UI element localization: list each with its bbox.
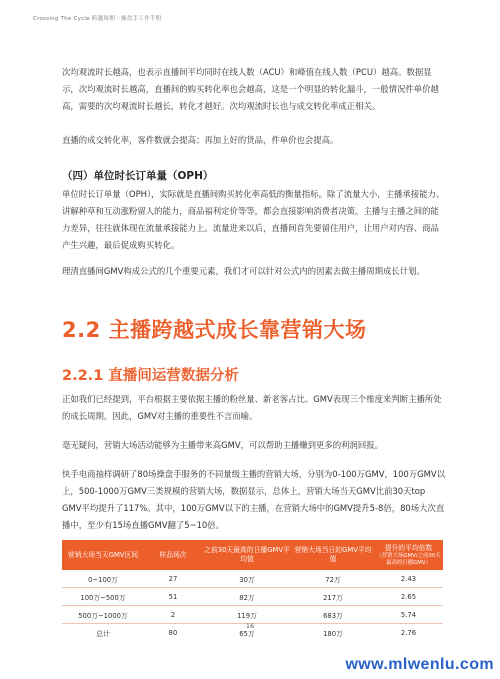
table-cell: 180万	[323, 629, 343, 638]
table-cell: 72万	[292, 570, 374, 588]
table-cell: 65万	[239, 629, 255, 638]
paragraph-acu-pcu: 次均观流时长越高，也表示直播间平均同时在线人数（ACU）和峰值在线人数（PCU）越高。数据显示，次均观流时长越高，直播间的购买转化率也会越高，这是一个明显的转化漏斗，一般情况件单价越高，需要的次均观流时长越长，转化才越好。次均观流时长也与成交转化率成正相关。	[62, 67, 439, 111]
table-header-cell	[374, 540, 443, 570]
page-number: 16	[245, 622, 255, 630]
table-cell: 683万	[292, 606, 374, 624]
table-cell: 80	[168, 628, 178, 637]
table-cell: 2.43	[374, 570, 443, 588]
table-header-row	[62, 540, 443, 570]
chapter-heading: 2.2 主播跨越式成长靠营销大场	[62, 318, 367, 342]
table-cell: 30万	[202, 570, 292, 588]
table-header-cell: 样品场次	[144, 540, 202, 570]
table-header-cell: 营销大场当日的GMV平均值	[292, 540, 374, 570]
table-cell: 2.65	[374, 588, 443, 606]
table-cell: 217万	[292, 588, 374, 606]
table-header-cell: 之前30天最高的日播GMV平均值	[202, 540, 292, 570]
table-header-cell: 营销大场当天GMV区间	[62, 540, 144, 570]
section-heading-oph: （四）单位时长订单量（OPH）	[62, 170, 214, 182]
paragraph-marketing-events: 毫无疑问，营销大场活动能够为主播带来高GMV，可以帮助主播赚到更多的利润回报。	[62, 440, 383, 450]
watermark-url: www.mlwenlu.com	[345, 656, 494, 673]
paragraph-growth-cycle: 正如我们已经提到，平台根据主要依据主播的粉丝量、新老客占比、GMV表现三个维度来判断主播所处的成长周期。因此，GMV对主播的重要性不言而喻。	[62, 394, 442, 421]
paragraph-conversion: 直播的成交转化率，客件数就会提高；再加上好的货品，件单价也会提高。	[62, 135, 339, 145]
table-cell: 51	[144, 588, 202, 606]
table-header-label: 提升的平均倍数	[384, 543, 433, 552]
table-cell: 100万~500万	[62, 588, 144, 606]
running-header: Crossing The Cycle 跨越周期 · 操盘手工作手册	[33, 16, 162, 22]
paragraph-oph: 单位时长订单量（OPH），实际就是直播间购买转化率高低的衡量指标。除了流量大小，主播承接能力、讲解种草和互动涨粉留人的能力，商品福利定价等等，都会直接影响消费者决策。主播与主播之间的能力差异，往往就体现在流量承接能力上。流量进来以后，直播间首先要留住用户，让用户对内容、商品产生兴趣，最后促成购买转化。	[62, 189, 445, 250]
table-row	[62, 606, 443, 624]
table-row	[62, 588, 443, 606]
table-cell: 总计	[96, 629, 110, 638]
table-cell: 5.74	[374, 606, 443, 624]
table-header-note: （营销大场GMV/之前30天最高的日播GMV）	[376, 552, 441, 566]
paragraph-survey: 快手电商抽样调研了80场操盘手服务的不同量级主播的营销大场，分别为0-100万GMV，100万GMV以上，500-1000万GMV三类规模的营销大场，数据显示，总体上，营销大场当天GMV比前30天top GMV平均提升了117%。其中，100万GMV以下的主播，在营销大场中的GMV提升5-8倍，80场大次直播中，至少有15场直播GMV翻了5~10倍。	[62, 469, 445, 530]
paragraph-gmv-formula: 理清直播间GMV构成公式的几个重要元素，我们才可以针对公式内的因素去做主播周期成长计划。	[62, 266, 425, 276]
table-cell: 500万~1000万	[62, 606, 144, 624]
table-cell: 27	[144, 570, 202, 588]
table-cell: 0~100万	[62, 570, 144, 588]
table-row	[62, 570, 443, 588]
table-cell: 119万	[202, 606, 292, 624]
table-cell: 82万	[202, 588, 292, 606]
section-heading-data-analysis: 2.2.1 直播间运营数据分析	[62, 368, 239, 384]
table-cell: 2	[144, 606, 202, 624]
table-cell: 2.76	[400, 628, 417, 637]
